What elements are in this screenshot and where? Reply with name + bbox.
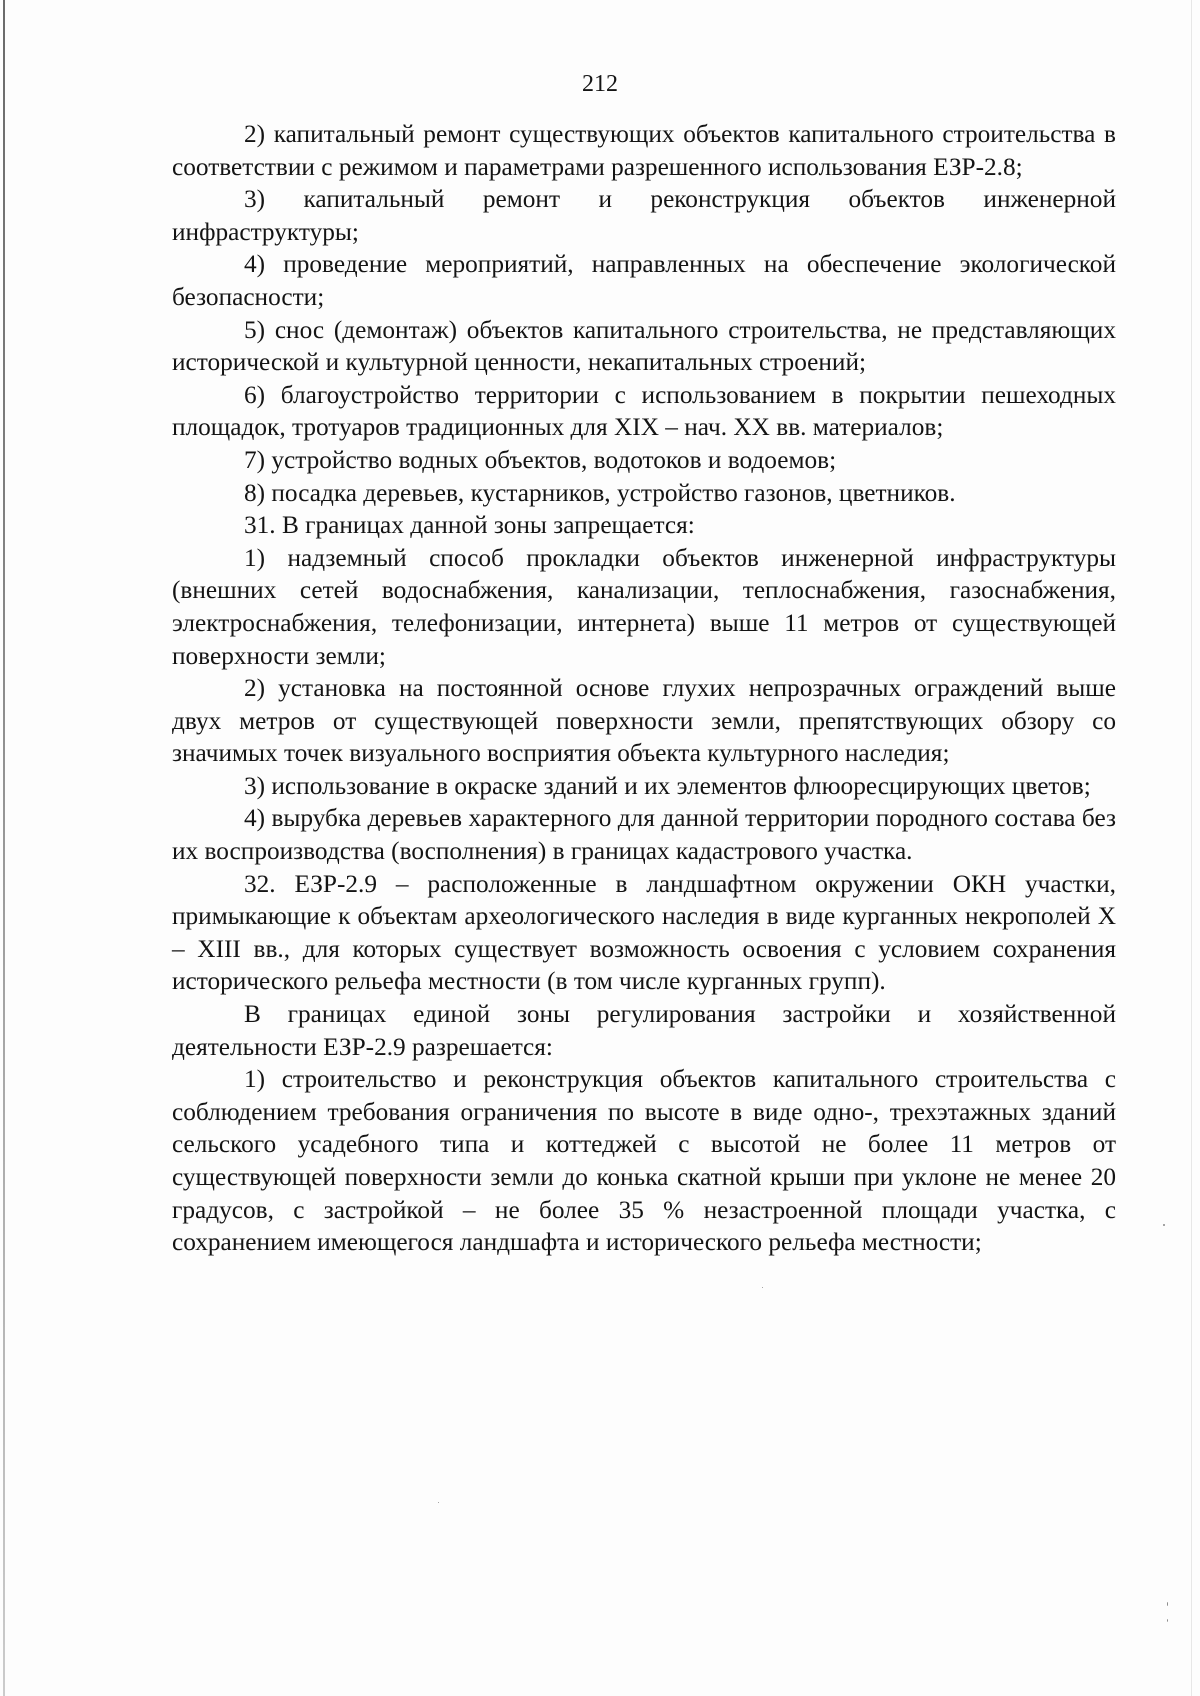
scan-edge-right xyxy=(1191,0,1192,1696)
paragraph: 7) устройство водных объектов, водотоков и водоемов; xyxy=(244,445,837,474)
paragraph: 2) капитальный ремонт существующих объектов капитального строительства в соответствии с режимом и параметрами разрешенного использования ЕЗР-2.8; xyxy=(172,120,1116,181)
scan-speck xyxy=(1167,1619,1168,1622)
paragraph: 32. ЕЗР-2.9 – расположенные в ландшафтном окружении ОКН участки, примыкающие к объектам археологического наследия в виде курганных некрополей X – XIII вв., для которых существует возможность освоения с условием сохранения исторического рельефа местности (в том числе курганных групп). xyxy=(172,869,1116,996)
scan-speck xyxy=(1163,1224,1165,1226)
paragraph: 3) использование в окраске зданий и их элементов флюоресцирующих цветов; xyxy=(244,771,1091,800)
section-heading: 31. В границах данной зоны запрещается: xyxy=(244,511,695,540)
paragraph: 3) капитальный ремонт и реконструкция объектов инженерной инфраструктуры; xyxy=(172,185,1116,246)
paragraph: 1) надземный способ прокладки объектов инженерной инфраструктуры (внешних сетей водоснабжения, канализации, теплоснабжения, газоснабжения, электроснабжения, телефонизации, интернета) выше 11 метров от существующей поверхности земли; xyxy=(172,543,1116,670)
paragraph: 8) посадка деревьев, кустарников, устройство газонов, цветников. xyxy=(244,478,956,507)
paragraph: 6) благоустройство территории с использованием в покрытии пешеходных площадок, тротуаров традиционных для XIX – нач. XX вв. материалов; xyxy=(172,380,1116,442)
page-number: 212 xyxy=(582,71,618,97)
paragraph: 2) установка на постоянной основе глухих непрозрачных ограждений выше двух метров от существующей поверхности земли, препятствующих обзору со значимых точек визуального восприятия объекта культурного наследия; xyxy=(172,674,1116,768)
scan-edge-left xyxy=(3,0,5,1696)
paragraph: 4) вырубка деревьев характерного для данной территории породного состава без их воспроизводства (восполнения) в границах кадастрового участка. xyxy=(172,804,1116,866)
paragraph: В границах единой зоны регулирования застройки и хозяйственной деятельности ЕЗР-2.9 разрешается: xyxy=(172,1000,1116,1061)
document-body xyxy=(172,118,1116,1259)
scan-speck xyxy=(438,1502,439,1503)
paragraph: 4) проведение мероприятий, направленных на обеспечение экологической безопасности; xyxy=(172,250,1116,311)
paragraph: 1) строительство и реконструкция объектов капитального строительства с соблюдением требования ограничения по высоте в виде одно-, трехэтажных зданий сельского усадебного типа и коттеджей с высотой не более 11 метров от существующей поверхности земли до конька скатной крыши при уклоне не менее 20 градусов, с застройкой – не более 35 % незастроенной площади участка, с сохранением имеющегося ландшафта и исторического рельефа местности; xyxy=(172,1065,1116,1257)
scan-speck xyxy=(762,1287,763,1288)
scan-speck xyxy=(1167,1602,1168,1606)
paragraph: 5) снос (демонтаж) объектов капитального строительства, не представляющих исторической и культурной ценности, некапитальных строений; xyxy=(172,315,1116,377)
